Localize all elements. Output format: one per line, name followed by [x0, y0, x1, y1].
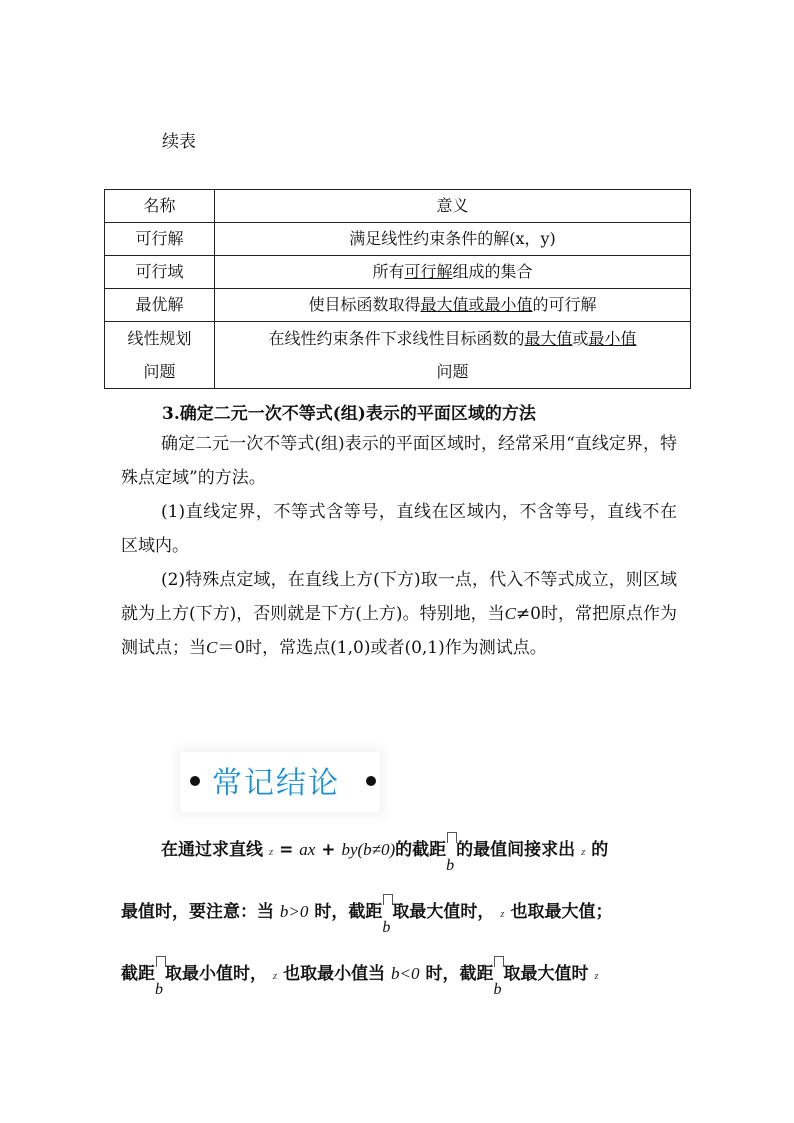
text: 确定二元一次不等式(组)表示的平面区域时，经常采用“直线定界，特殊点定域”的方法。	[121, 434, 677, 488]
condition: b>0	[279, 902, 309, 921]
term-cell: 最优解	[105, 289, 215, 322]
table-header-row	[105, 190, 691, 223]
term-cell: 可行解	[105, 223, 215, 256]
condition: b<0	[391, 964, 420, 983]
term-cell: 可行域	[105, 256, 215, 289]
meaning-cell	[215, 289, 691, 322]
table-row	[105, 322, 691, 389]
text: 的可行解	[532, 295, 597, 314]
underlined-term: 可行解	[404, 262, 453, 281]
conclusion-line: 在通过求直线 z = ax + by(b≠0)的截距 b 的最值间接求出 z 的	[121, 830, 677, 872]
header-name: 名称	[105, 190, 215, 223]
text: 问题	[436, 362, 469, 381]
text: 组成的集合	[452, 262, 533, 281]
text: 在线性约束条件下求线性目标函数的	[268, 329, 525, 348]
text: 最值时，要注意：当	[121, 902, 274, 922]
text: 也取最大值；	[510, 902, 613, 922]
underlined-term: 最小值	[484, 295, 533, 314]
text: 问题	[143, 362, 176, 381]
equation-term: ax	[299, 840, 316, 859]
table-row	[105, 223, 691, 256]
text: 在通过求直线	[161, 840, 263, 860]
meaning-cell: 满足线性约束条件的解(x，y)	[215, 223, 691, 256]
meaning-cell	[215, 322, 691, 389]
text: 截距	[121, 964, 155, 984]
definition-table	[104, 189, 691, 389]
paragraph	[121, 495, 677, 563]
text: 的	[591, 840, 609, 860]
text: 时，截距	[425, 964, 494, 984]
table-caption: 续表	[162, 132, 196, 152]
text: 也取最小值当	[283, 964, 386, 984]
fraction	[446, 832, 456, 874]
text: 使目标函数取得	[308, 295, 421, 314]
banner-title: 常记结论	[212, 766, 340, 801]
z-mark: z	[272, 970, 278, 982]
fraction-denominator: b	[493, 981, 502, 998]
bullet-dot-icon	[366, 776, 376, 786]
text: 所有	[372, 262, 405, 281]
section-heading: 3.确定二元一次不等式(组)表示的平面区域的方法	[162, 404, 536, 424]
text: (1)直线定界，不等式含等号，直线在区域内，不含等号，直线不在区域内。	[121, 502, 677, 556]
text: 取最大值时	[503, 964, 589, 984]
underlined-term: 最大值	[524, 329, 573, 348]
underlined-term: 最大值	[420, 295, 469, 314]
text: 时，截距	[314, 902, 383, 922]
meaning-cell	[215, 256, 691, 289]
equation-term: by	[341, 840, 358, 859]
underlined-term: 最小值	[588, 329, 637, 348]
paragraph	[121, 563, 677, 665]
z-mark: z	[268, 846, 274, 858]
text: 取最小值时，	[165, 964, 267, 984]
conclusion-banner	[180, 752, 380, 812]
text: 的截距	[395, 840, 447, 860]
table-row	[105, 256, 691, 289]
text: 线性规划	[127, 329, 192, 348]
header-meaning: 意义	[215, 190, 691, 223]
variable: C	[504, 604, 516, 623]
fraction	[382, 894, 392, 936]
text: ≠0时，常把原点作为测试点；当	[121, 604, 677, 658]
variable: C	[206, 638, 218, 657]
paragraph	[121, 427, 677, 495]
conclusion-line	[121, 954, 677, 996]
term-cell	[105, 322, 215, 389]
conclusion-line	[121, 892, 677, 934]
text: ＝0时，常选点(1,0)或者(0,1)作为测试点。	[217, 638, 547, 658]
fraction-denominator: b	[155, 981, 163, 998]
fraction	[493, 956, 503, 998]
text: 取最大值时，	[392, 902, 495, 922]
fraction-denominator: b	[446, 857, 455, 874]
z-mark: z	[581, 846, 586, 858]
z-mark: z	[500, 908, 505, 920]
fraction-denominator: b	[382, 919, 391, 936]
fraction	[155, 956, 165, 998]
equation-term: (b≠0)	[357, 840, 396, 859]
text: (2)特殊点定域，在直线上方(下方)取一点，代入不等式成立，则区域就为上方(下方)，否则就是下方(上方)。特别地，当	[121, 570, 677, 624]
bullet-dot-icon	[190, 776, 200, 786]
underlined-term: 或	[468, 295, 485, 314]
text: 或	[572, 329, 589, 348]
z-mark: z	[594, 970, 599, 982]
table-row	[105, 289, 691, 322]
text: 的最值间接求出	[456, 840, 576, 860]
